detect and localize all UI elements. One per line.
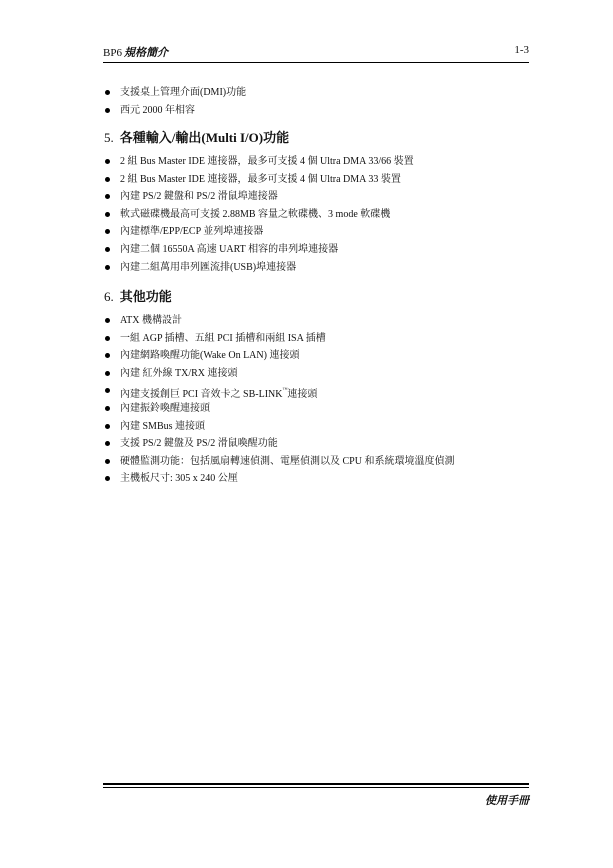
bullet-icon (105, 194, 110, 199)
list-item-text: 2 組 Bus Master IDE 連接器，最多可支援 4 個 Ultra DMA 33 裝置 (120, 173, 401, 185)
list-item (105, 418, 454, 436)
bullet-icon (105, 108, 110, 113)
list-item (105, 470, 454, 488)
bullet-icon (105, 212, 110, 217)
list-item-text: 內建 紅外線 TX/RX 連接頭 (120, 367, 238, 379)
list-item-text: 主機板尺寸: 305 x 240 公厘 (120, 473, 238, 485)
bullet-icon (105, 177, 110, 182)
list-item (105, 206, 414, 224)
bullet-icon (105, 441, 110, 446)
list-item-text: 內建振鈴喚醒連接頭 (120, 402, 210, 414)
footer-label: 使用手冊 (485, 795, 529, 807)
list-item (105, 453, 454, 471)
list-item-text: 內建二組萬用串列匯流排(USB)埠連接器 (120, 261, 297, 273)
trademark-mark: ™ (282, 388, 288, 394)
list-item-text: 西元 2000 年相容 (120, 104, 195, 116)
list-item (105, 365, 454, 383)
section-number: 5. (104, 130, 114, 145)
bullet-icon (105, 371, 110, 376)
bullet-icon (105, 388, 110, 393)
list-item (105, 330, 454, 348)
list-item (105, 241, 414, 259)
bullet-icon (105, 336, 110, 341)
bullet-icon (105, 459, 110, 464)
feature-list-top (105, 84, 246, 119)
list-item (105, 347, 454, 365)
header-model: BP6 (103, 47, 122, 59)
header-divider (103, 62, 529, 63)
list-item-text: 軟式磁碟機最高可支援 2.88MB 容量之軟碟機、3 mode 軟碟機 (120, 208, 391, 220)
page-number: 1-3 (514, 44, 529, 56)
list-item (105, 400, 454, 418)
page-header (103, 44, 529, 58)
bullet-icon (105, 247, 110, 252)
footer-divider-thin (103, 787, 529, 788)
list-item (105, 382, 454, 400)
list-item (105, 223, 414, 241)
bullet-icon (105, 159, 110, 164)
list-item (105, 153, 414, 171)
list-item-text: 支援 PS/2 鍵盤及 PS/2 滑鼠喚醒功能 (120, 438, 278, 450)
list-item-text-suffix: 連接頭 (287, 389, 318, 401)
list-item-text: 硬體監測功能：包括風扇轉速偵測、電壓偵測以及 CPU 和系統環境溫度偵測 (120, 455, 455, 467)
list-item (105, 102, 246, 120)
list-item (105, 259, 414, 277)
list-item (105, 435, 454, 453)
bullet-icon (105, 406, 110, 411)
list-item (105, 188, 414, 206)
section-title: 其他功能 (119, 289, 172, 304)
header-title (103, 44, 168, 60)
bullet-icon (105, 265, 110, 270)
bullet-icon (105, 318, 110, 323)
bullet-icon (105, 476, 110, 481)
list-item-text: 一組 AGP 插槽、五組 PCI 插槽和兩組 ISA 插槽 (120, 332, 326, 344)
section-heading-other-features (104, 288, 172, 306)
list-item-text: 內建支援創巨 PCI 音效卡之 SB-LINK (120, 389, 283, 401)
bullet-icon (105, 229, 110, 234)
feature-list-multi-io (105, 153, 414, 276)
list-item (105, 171, 414, 189)
header-chapter: 規格簡介 (123, 47, 168, 59)
list-item-text: 內建 PS/2 鍵盤和 PS/2 滑鼠埠連接器 (120, 191, 278, 203)
list-item-text: 2 組 Bus Master IDE 連接器，最多可支援 4 個 Ultra DMA 33/66 裝置 (120, 156, 414, 167)
list-item-text: 內建標準/EPP/ECP 並列埠連接器 (120, 226, 264, 238)
list-item-text: ATX 機構設計 (120, 315, 182, 326)
section-title: 各種輸入/輸出(Multi I/O)功能 (119, 130, 290, 145)
section-heading-multi-io (104, 129, 289, 147)
list-item-text: 內建二個 16550A 高速 UART 相容的串列埠連接器 (120, 243, 339, 255)
footer-divider (103, 783, 529, 785)
list-item-text: 內建 SMBus 連接頭 (120, 420, 206, 432)
bullet-icon (105, 424, 110, 429)
feature-list-other (105, 312, 454, 488)
bullet-icon (105, 353, 110, 358)
list-item-text: 內建網路喚醒功能(Wake On LAN) 連接頭 (120, 350, 300, 362)
bullet-icon (105, 90, 110, 95)
section-number: 6. (104, 289, 114, 304)
list-item-text: 支援桌上管理介面(DMI)功能 (120, 87, 247, 98)
list-item (105, 84, 246, 102)
list-item (105, 312, 454, 330)
